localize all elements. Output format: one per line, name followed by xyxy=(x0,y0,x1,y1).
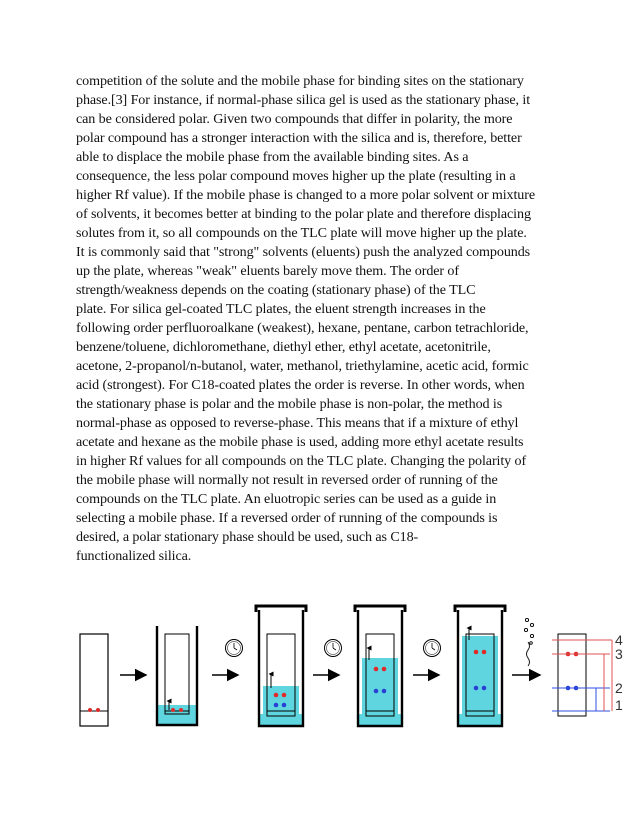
text-line: It is commonly said that "strong" solvents (eluents) push the analyzed compounds xyxy=(76,244,531,260)
text-line: up the plate, whereas "weak" eluents barely move them. The order of xyxy=(76,263,459,279)
text-line: benzene/toluene, dichloromethane, diethyl ether, ethyl acetate, acetonitrile, xyxy=(76,339,491,355)
text-line: competition of the solute and the mobile phase for binding sites on the stationary xyxy=(76,73,524,89)
clock-icon xyxy=(424,640,441,657)
spot-red xyxy=(382,667,387,672)
text-line: following order perfluoroalkane (weakest), hexane, pentane, carbon tetrachloride, xyxy=(76,320,529,336)
text-line: selecting a mobile phase. If a reversed order of running of the compounds is xyxy=(76,510,498,526)
text-line: normal-phase as opposed to reverse-phase. This means that if a mixture of ethyl xyxy=(76,415,519,431)
text-line: acetone, 2-propanol/n-butanol, water, methanol, triethylamine, acetic acid, formic xyxy=(76,358,529,374)
spot-blue xyxy=(382,689,387,694)
tlc-diagram xyxy=(70,598,630,738)
spot-blue xyxy=(482,686,487,691)
solvent xyxy=(157,705,197,725)
spot-red xyxy=(179,708,183,712)
tlc-plate xyxy=(558,634,586,716)
text-line: of solvents, it becomes better at binding to the polar plate and therefore displacing xyxy=(76,206,531,222)
label-4: 4 xyxy=(615,632,623,648)
text-line: acetate and hexane as the mobile phase is used, adding more ethyl acetate results xyxy=(76,434,524,450)
clock-icon xyxy=(325,640,342,657)
text-line: acid (strongest). For C18-coated plates the order is reverse. In other words, when xyxy=(76,377,525,393)
evaporation-icon xyxy=(524,618,533,666)
text-line: compounds on the TLC plate. An eluotropic series can be used as a guide in xyxy=(76,491,497,507)
spot-blue xyxy=(282,703,287,708)
spot-blue xyxy=(274,703,279,708)
text-line: polar compound has a stronger interaction with the silica and is, therefore, better xyxy=(76,130,522,146)
label-1: 1 xyxy=(615,697,623,713)
spot-red xyxy=(482,650,487,655)
stage-developed-plate xyxy=(552,632,623,716)
chamber-lid xyxy=(355,606,405,612)
solvent-on-plate xyxy=(362,658,398,722)
spot-red xyxy=(171,708,175,712)
text-line: solutes from it, so all compounds on the TLC plate will move higher up the plate. xyxy=(76,225,527,241)
tlc-process-figure xyxy=(70,598,630,738)
label-2: 2 xyxy=(615,680,623,696)
spot-red xyxy=(96,708,100,712)
text-line: consequence, the less polar compound moves higher up the plate (resulting in a xyxy=(76,168,516,184)
text-line: in higher Rf values for all compounds on the TLC plate. Changing the polarity of xyxy=(76,453,527,469)
label-3: 3 xyxy=(615,646,623,662)
spot-blue xyxy=(474,686,479,691)
spot-red xyxy=(88,708,92,712)
spot-red xyxy=(474,650,479,655)
text-line: functionalized silica. xyxy=(76,548,192,564)
stage-full-development xyxy=(455,606,505,726)
text-line: plate. For silica gel-coated TLC plates, the eluent strength increases in the xyxy=(76,301,486,317)
spot-red xyxy=(282,693,287,698)
text-line: desired, a polar stationary phase should be used, such as C18- xyxy=(76,529,419,545)
stage-mid-development xyxy=(355,606,405,726)
tlc-plate xyxy=(80,634,108,726)
solvent-on-plate xyxy=(462,636,498,722)
spot-blue xyxy=(374,689,379,694)
text-line: strength/weakness depends on the coating (stationary phase) of the TLC xyxy=(76,282,476,298)
text-line: can be considered polar. Given two compounds that differ in polarity, the more xyxy=(76,111,513,127)
stage-plate-in-chamber xyxy=(157,626,197,725)
chamber-lid xyxy=(256,606,306,612)
text-line: phase.[3] For instance, if normal-phase silica gel is used as the stationary phase, it xyxy=(76,92,531,108)
spot-red xyxy=(274,693,279,698)
text-line: able to displace the mobile phase from the available binding sites. As a xyxy=(76,149,469,165)
text-line: the stationary phase is polar and the mobile phase is non-polar, the method is xyxy=(76,396,503,412)
stage-early-development xyxy=(256,606,306,726)
clock-icon xyxy=(226,640,243,657)
text-line: the mobile phase will normally not result in reversed order of running of the xyxy=(76,472,498,488)
body-paragraph xyxy=(76,72,566,566)
stage-spotted-plate xyxy=(80,634,108,726)
chamber-lid xyxy=(455,606,505,612)
text-line: higher Rf value). If the mobile phase is changed to a more polar solvent or mixture xyxy=(76,187,536,203)
spot-red xyxy=(374,667,379,672)
